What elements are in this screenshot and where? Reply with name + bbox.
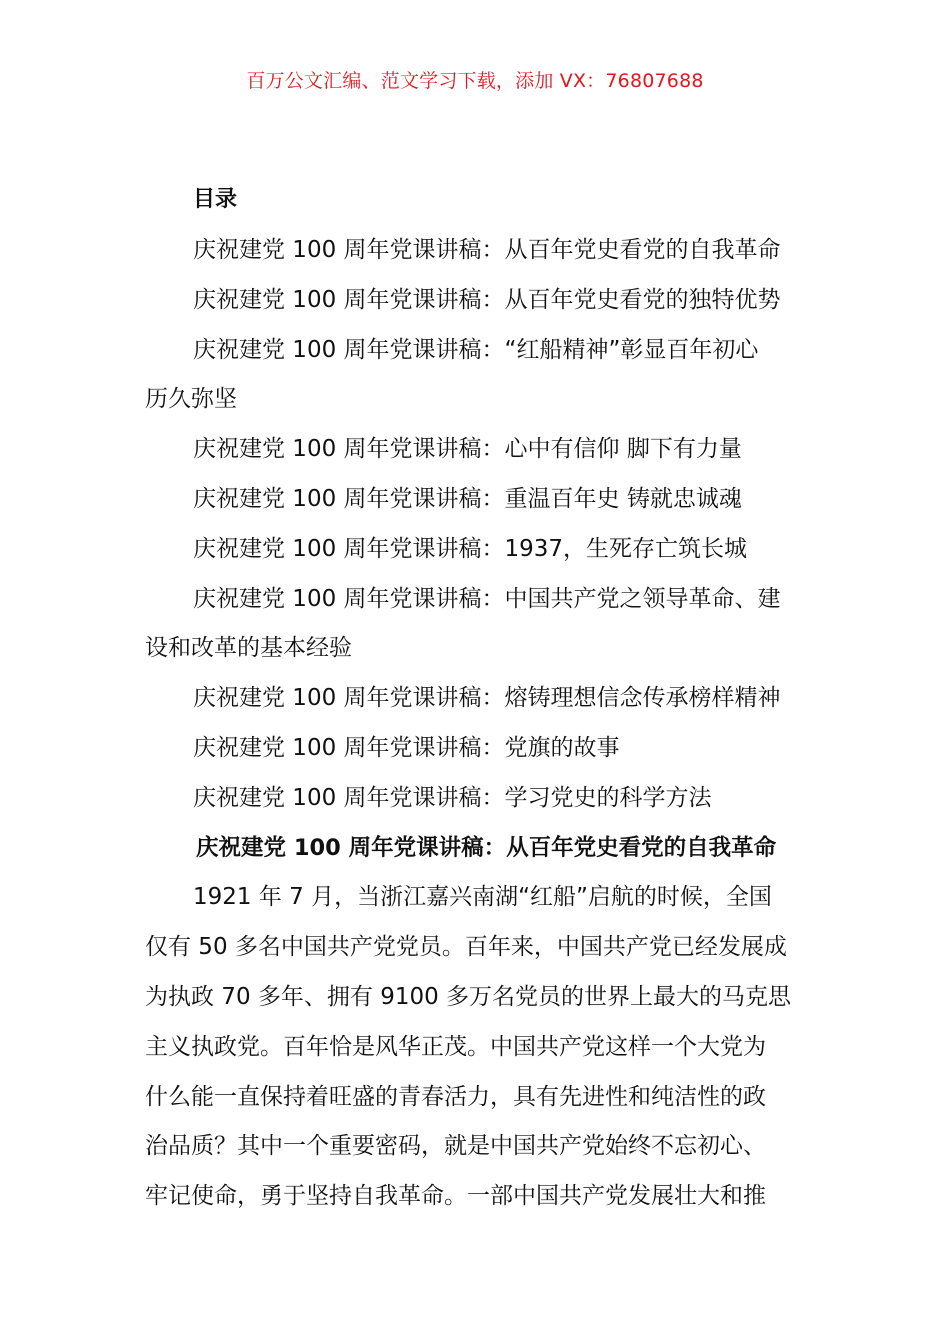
toc-title: 目录 bbox=[193, 187, 238, 212]
toc-item[interactable]: 庆祝建党 100 周年党课讲稿：从百年党史看党的独特优势 bbox=[193, 287, 781, 313]
paragraph-line: 什么能一直保持着旺盛的青春活力，具有先进性和纯洁性的政 bbox=[145, 1084, 766, 1110]
toc-item[interactable]: 庆祝建党 100 周年党课讲稿：党旗的故事 bbox=[193, 735, 620, 761]
paragraph-line: 主义执政党。百年恰是风华正茂。中国共产党这样一个大党为 bbox=[145, 1034, 766, 1060]
toc-item[interactable]: 庆祝建党 100 周年党课讲稿：熔铸理想信念传承榜样精神 bbox=[193, 685, 781, 711]
paragraph-line: 治品质？其中一个重要密码，就是中国共产党始终不忘初心、 bbox=[145, 1133, 766, 1159]
watermark-header: 百万公文汇编、范文学习下载，添加 VX：76807688 bbox=[246, 70, 704, 92]
toc-item[interactable]: 庆祝建党 100 周年党课讲稿：1937，生死存亡筑长城 bbox=[193, 536, 748, 562]
paragraph-line: 仅有 50 多名中国共产党党员。百年来，中国共产党已经发展成 bbox=[145, 934, 787, 960]
paragraph-line: 牢记使命，勇于坚持自我革命。一部中国共产党发展壮大和推 bbox=[145, 1183, 766, 1209]
paragraph-line: 为执政 70 多年、拥有 9100 多万名党员的世界上最大的马克思 bbox=[145, 984, 792, 1010]
toc-item-continuation[interactable]: 历久弥坚 bbox=[145, 386, 237, 412]
toc-item[interactable]: 庆祝建党 100 周年党课讲稿：重温百年史 铸就忠诚魂 bbox=[193, 486, 742, 512]
article-title: 庆祝建党 100 周年党课讲稿：从百年党史看党的自我革命 bbox=[196, 835, 777, 861]
toc-item[interactable]: 庆祝建党 100 周年党课讲稿：心中有信仰 脚下有力量 bbox=[193, 436, 742, 462]
toc-item[interactable]: 庆祝建党 100 周年党课讲稿：中国共产党之领导革命、建 bbox=[193, 586, 781, 612]
paragraph-line: 1921 年 7 月，当浙江嘉兴南湖“红船”启航的时候，全国 bbox=[193, 884, 772, 910]
toc-item[interactable]: 庆祝建党 100 周年党课讲稿：从百年党史看党的自我革命 bbox=[193, 237, 781, 263]
toc-item[interactable]: 庆祝建党 100 周年党课讲稿：“红船精神”彰显百年初心 bbox=[193, 337, 759, 363]
toc-item[interactable]: 庆祝建党 100 周年党课讲稿：学习党史的科学方法 bbox=[193, 785, 712, 811]
toc-item-continuation[interactable]: 设和改革的基本经验 bbox=[145, 635, 352, 661]
